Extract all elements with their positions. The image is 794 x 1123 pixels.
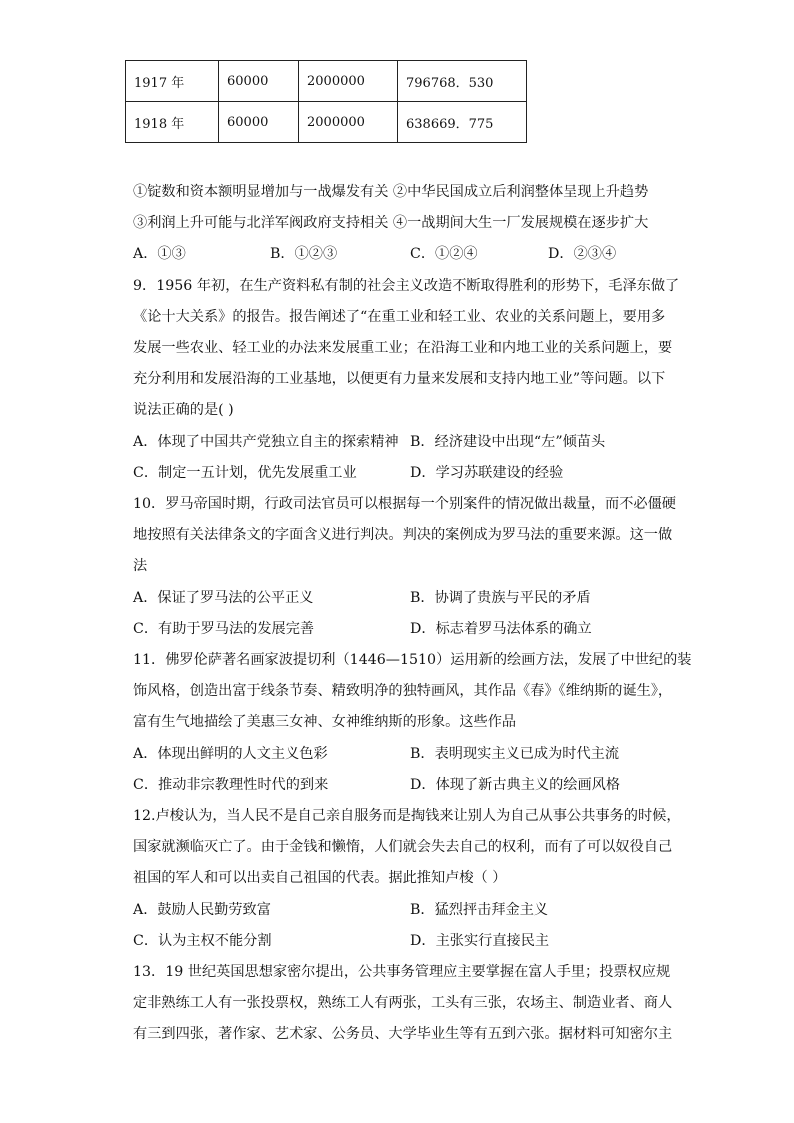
table-cell: 2000000	[299, 61, 398, 102]
table-cell: 60000	[219, 102, 299, 143]
q12-text-line: 国家就濒临灭亡了。由于金钱和懒惰，人们就会失去自己的权利，而有了可以奴役自己	[133, 839, 673, 855]
q12-option-a[interactable]: A．鼓励人民勤劳致富	[133, 902, 271, 918]
q12-option-c[interactable]: C．认为主权不能分割	[133, 933, 272, 949]
q8-option-d[interactable]: D．②③④	[548, 246, 617, 262]
q9-text-line: 《论十大关系》的报告。报告阐述了“在重工业和轻工业、农业的关系问题上，要用多	[133, 309, 666, 325]
q9-option-d[interactable]: D．学习苏联建设的经验	[410, 465, 564, 481]
q11-option-c[interactable]: C．推动非宗教理性时代的到来	[133, 777, 329, 793]
q10-option-a[interactable]: A．保证了罗马法的公平正义	[133, 590, 314, 606]
table-cell: 1918 年	[126, 102, 219, 143]
q10-text-line: 地按照有关法律条文的字面含义进行判决。判决的案例成为罗马法的重要来源。这一做	[133, 527, 673, 543]
q9-option-a[interactable]: A．体现了中国共产党独立自主的探索精神	[133, 434, 399, 450]
q12-option-d[interactable]: D．主张实行直接民主	[410, 933, 550, 949]
q10-option-c[interactable]: C．有助于罗马法的发展完善	[133, 621, 315, 637]
q9-option-b[interactable]: B．经济建设中出现“左”倾苗头	[410, 434, 606, 450]
q11-text-line: 饰风格，创造出富于线条节奏、精致明净的独特画风，其作品《春》《维纳斯的诞生》，	[133, 683, 673, 699]
q8-statement-line: ①锭数和资本额明显增加与一战爆发有关 ②中华民国成立后利润整体呈现上升趋势	[133, 184, 649, 200]
q8-option-b[interactable]: B．①②③	[270, 246, 338, 262]
q12-text-line: 12.卢梭认为，当人民不是自己亲自服务而是掏钱来让别人为自己从事公共事务的时候，	[133, 808, 681, 824]
table-row	[126, 102, 527, 143]
q8-statement-line: ③利润上升可能与北洋军阀政府支持相关 ④一战期间大生一厂发展规模在逐步扩大	[133, 215, 649, 231]
q8-option-c[interactable]: C．①②④	[410, 246, 478, 262]
q11-option-d[interactable]: D．体现了新古典主义的绘画风格	[410, 777, 621, 793]
table-row	[126, 61, 527, 102]
q9-text-line: 充分利用和发展沿海的工业基地，以便更有力量来发展和支持内地工业”等问题。以下	[133, 371, 666, 387]
q11-option-a[interactable]: A．体现出鲜明的人文主义色彩	[133, 746, 328, 762]
q9-text-line: 9．1956 年初，在生产资料私有制的社会主义改造不断取得胜利的形势下，毛泽东做了	[133, 278, 680, 294]
q10-option-d[interactable]: D．标志着罗马法体系的确立	[410, 621, 592, 637]
table-cell: 796768．530	[398, 61, 527, 102]
q10-option-b[interactable]: B．协调了贵族与平民的矛盾	[410, 590, 591, 606]
q9-text-line: 说法正确的是( )	[133, 402, 234, 418]
q11-text-line: 11．佛罗伦萨著名画家波提切利（1446—1510）运用新的绘画方法，发展了中世纪的装	[133, 652, 692, 668]
q12-text-line: 祖国的军人和可以出卖自己祖国的代表。据此推知卢梭（ ）	[133, 870, 507, 886]
table-cell: 1917 年	[126, 61, 219, 102]
q10-text-line: 法	[133, 558, 148, 574]
q9-option-c[interactable]: C．制定一五计划，优先发展重工业	[133, 465, 357, 481]
table-cell: 60000	[219, 61, 299, 102]
q10-text-line: 10．罗马帝国时期，行政司法官员可以根据每一个别案件的情况做出裁量，而不必僵硬	[133, 496, 676, 512]
q11-option-b[interactable]: B．表明现实主义已成为时代主流	[410, 746, 620, 762]
table-cell: 638669．775	[398, 102, 527, 143]
q8-option-a[interactable]: A．①③	[133, 246, 186, 262]
q9-text-line: 发展一些农业、轻工业的办法来发展重工业；在沿海工业和内地工业的关系问题上，要	[133, 340, 673, 356]
q11-text-line: 富有生气地描绘了美惠三女神、女神维纳斯的形象。这些作品	[133, 714, 517, 730]
q13-text-line: 定非熟练工人有一张投票权，熟练工人有两张，工头有三张，农场主、制造业者、商人	[133, 995, 673, 1011]
q13-text-line: 有三到四张，著作家、艺术家、公务员、大学毕业生等有五到六张。据材料可知密尔主	[133, 1026, 673, 1042]
table-cell: 2000000	[299, 102, 398, 143]
data-table	[125, 60, 527, 143]
q12-option-b[interactable]: B．猛烈抨击拜金主义	[410, 902, 549, 918]
q13-text-line: 13．19 世纪英国思想家密尔提出，公共事务管理应主要掌握在富人手里；投票权应规	[133, 964, 671, 980]
